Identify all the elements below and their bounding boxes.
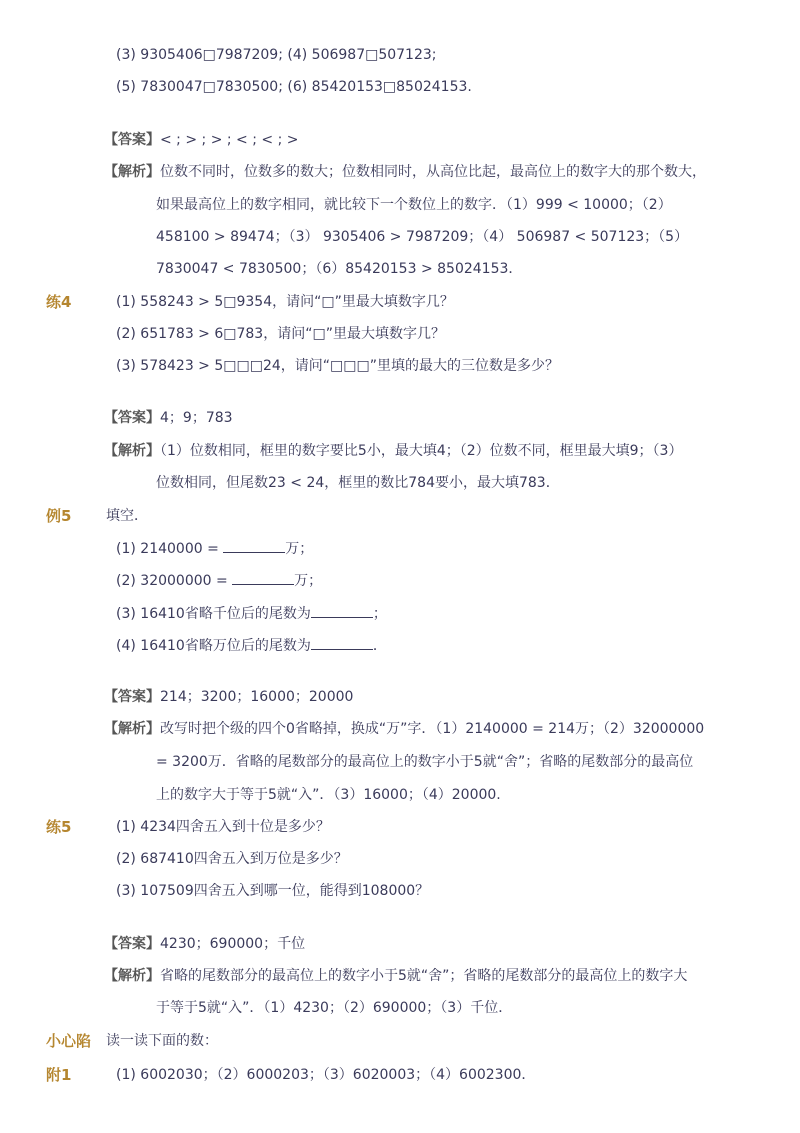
answer-tag: 【答案】: [104, 936, 160, 952]
analysis-tag: 【解析】: [104, 164, 160, 180]
answer-text: 214；3200；16000；20000: [160, 689, 354, 705]
analysis-row: [104, 966, 687, 986]
question: (1) 558243 > 5□9354，请问“□”里最大填数字几？: [116, 294, 454, 310]
answer-text: 4；9；783: [160, 410, 233, 426]
analysis-line: 458100 > 89474；（3） 9305406 > 7987209；（4） 506987 < 507123；（5）: [156, 229, 689, 245]
analysis-line: 7830047 < 7830500；（6）85420153 > 85024153．: [156, 261, 523, 277]
question-unit: 万；: [294, 573, 323, 589]
section-label-xiaoxin: 小心陷: [46, 1032, 92, 1050]
analysis-tag: 【解析】: [104, 968, 160, 984]
analysis-line: = 3200万．省略的尾数部分的最高位上的数字小于5就“舍”；省略的尾数部分的最高位: [156, 754, 694, 770]
answer-row: [104, 130, 298, 150]
analysis-text: 位数不同时，位数多的数大；位数相同时，从高位比起，最高位上的数字大的那个数大，: [160, 164, 706, 180]
question-text: (1) 2140000 =: [116, 541, 224, 557]
analysis-line: 位数相同，但尾数23 < 24，框里的数比784要小，最大填783．: [156, 475, 560, 491]
question-3-4: (3) 9305406□7987209; (4) 506987□507123;: [116, 47, 437, 63]
section-label-lian5: 练5: [46, 818, 72, 836]
analysis-text: 改写时把个级的四个0省略掉，换成“万”字．（1）2140000 = 214万；（2）32000000: [160, 721, 705, 737]
analysis-tag: 【解析】: [104, 721, 160, 737]
question: (3) 107509四舍五入到哪一位，能得到108000？: [116, 883, 430, 899]
analysis-line: 上的数字大于等于5就“入”．（3）16000；（4）20000.: [156, 787, 501, 803]
analysis-row: [104, 441, 682, 461]
section-label-fu1: 附1: [46, 1066, 72, 1084]
section-label-li5: 例5: [46, 507, 72, 525]
fill-question: [116, 635, 387, 656]
question-unit: 万；: [285, 541, 314, 557]
fill-question: [116, 570, 322, 591]
question: (2) 651783 > 6□783，请问“□”里最大填数字几？: [116, 326, 445, 342]
answer-tag: 【答案】: [104, 410, 160, 426]
answer-blank[interactable]: [311, 635, 373, 650]
analysis-row: [104, 162, 706, 182]
question-text: (4) 16410省略万位后的尾数为: [116, 638, 311, 654]
question: (1) 4234四舍五入到十位是多少？: [116, 819, 330, 835]
analysis-row: [104, 719, 704, 739]
answer-text: < ; > ; > ; < ; < ; >: [160, 132, 299, 148]
answer-row: [104, 687, 353, 707]
section-label-lian4: 练4: [46, 293, 72, 311]
analysis-tag: 【解析】: [104, 443, 160, 459]
question: (2) 687410四舍五入到万位是多少？: [116, 851, 348, 867]
question-unit: ．: [372, 638, 387, 654]
fill-question: [116, 603, 387, 624]
answer-tag: 【答案】: [104, 689, 160, 705]
analysis-line: 如果最高位上的数字相同，就比较下一个数位上的数字．（1）999 < 10000；（2）: [156, 197, 672, 213]
answer-row: [104, 934, 305, 954]
question-text: (2) 32000000 =: [116, 573, 233, 589]
question-unit: ；: [372, 606, 387, 622]
answer-blank[interactable]: [223, 538, 285, 553]
analysis-text: （1）位数相同，框里的数字要比5小，最大填4；（2）位数不同，框里最大填9；（3）: [160, 443, 683, 459]
fill-question: [116, 538, 313, 559]
answer-tag: 【答案】: [104, 132, 160, 148]
instruction: 读一读下面的数：: [106, 1033, 218, 1049]
answer-blank[interactable]: [311, 603, 373, 618]
question: (1) 6002030；（2）6000203；（3）6020003；（4）6002300．: [116, 1067, 536, 1083]
analysis-text: 省略的尾数部分的最高位上的数字小于5就“舍”；省略的尾数部分的最高位上的数字大: [160, 968, 688, 984]
question-5-6: (5) 7830047□7830500; (6) 85420153□85024153.: [116, 79, 472, 95]
instruction: 填空．: [106, 508, 148, 524]
question-text: (3) 16410省略千位后的尾数为: [116, 606, 311, 622]
question: (3) 578423 > 5□□□24，请问“□□□”里填的最大的三位数是多少？: [116, 358, 559, 374]
answer-text: 4230；690000；千位: [160, 936, 306, 952]
answer-row: [104, 408, 233, 428]
analysis-line: 于等于5就“入”．（1）4230；（2）690000；（3）千位．: [156, 1000, 513, 1016]
answer-blank[interactable]: [232, 570, 294, 585]
